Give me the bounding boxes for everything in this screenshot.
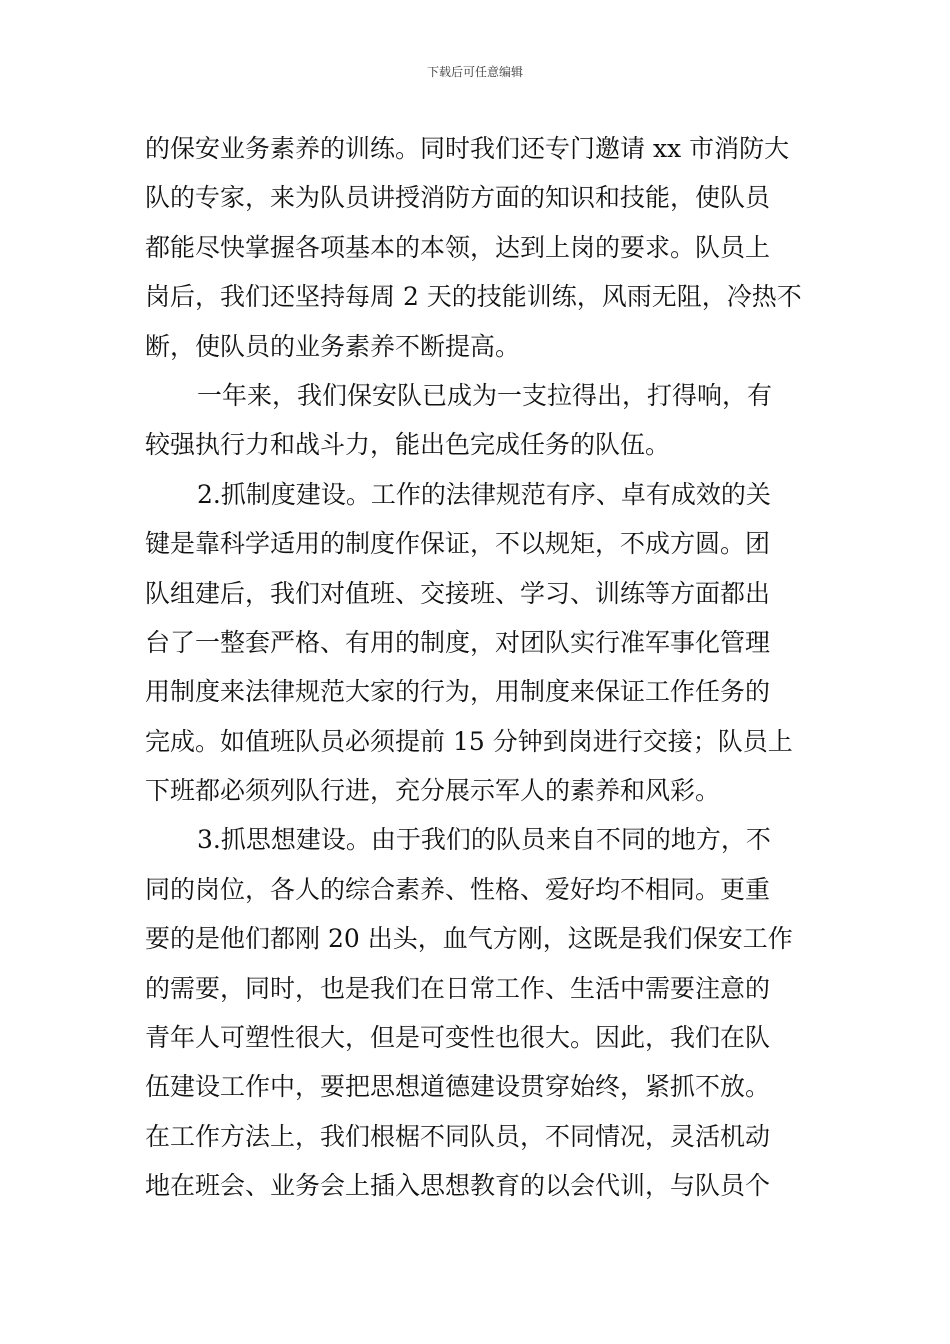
text-line: 2.抓制度建设。工作的法律规范有序、卓有成效的关: [197, 479, 771, 509]
text-line: 都能尽快掌握各项基本的本领，达到上岗的要求。队员上: [145, 232, 771, 262]
text-line: 3.抓思想建设。由于我们的队员来自不同的地方，不: [197, 825, 771, 855]
text-line: 地在班会、业务会上插入思想教育的以会代训，与队员个: [145, 1171, 771, 1201]
text-line: 在工作方法上，我们根椐不同队员，不同情况，灵活机动: [145, 1121, 771, 1151]
text-line: 伍建设工作中，要把思想道德建设贯穿始终，紧抓不放。: [145, 1072, 771, 1102]
text-line: 要的是他们都刚 20 出头，血气方刚，这既是我们保安工作: [145, 924, 793, 954]
document-body: [145, 124, 810, 1211]
text-line: 一年来，我们保安队已成为一支拉得出，打得响，有: [197, 380, 773, 410]
text-line: 队的专家，来为队员讲授消防方面的知识和技能，使队员: [145, 183, 771, 213]
text-line: 同的岗位，各人的综合素养、性格、爱好均不相同。更重: [145, 874, 771, 904]
text-line: 用制度来法律规范大家的行为，用制度来保证工作任务的: [145, 677, 771, 707]
text-line: 的需要，同时，也是我们在日常工作、生活中需要注意的: [145, 973, 771, 1003]
text-line: 断，使队员的业务素养不断提高。: [145, 331, 521, 361]
text-line: 队组建后，我们对值班、交接班、学习、训练等方面都出: [145, 578, 771, 608]
page-header: 下载后可任意编辑: [426, 65, 523, 79]
text-line: 台了一整套严格、有用的制度，对团队实行准军事化管理: [145, 627, 771, 657]
text-line: 较强执行力和战斗力，能出色完成任务的队伍。: [145, 430, 671, 460]
text-line: 的保安业务素养的训练。同时我们还专门邀请 xx 市消防大: [145, 134, 790, 163]
text-line: 岗后，我们还坚持每周 2 天的技能训练，风雨无阻，冷热不: [145, 282, 802, 312]
text-line: 青年人可塑性很大，但是可变性也很大。因此，我们在队: [145, 1023, 771, 1053]
text-line: 下班都必须列队行进，充分展示军人的素养和风彩。: [145, 776, 721, 806]
text-line: 完成。如值班队员必须提前 15 分钟到岗进行交接；队员上: [145, 726, 793, 756]
text-line: 键是靠科学适用的制度作保证，不以规矩，不成方圆。团: [145, 529, 771, 559]
